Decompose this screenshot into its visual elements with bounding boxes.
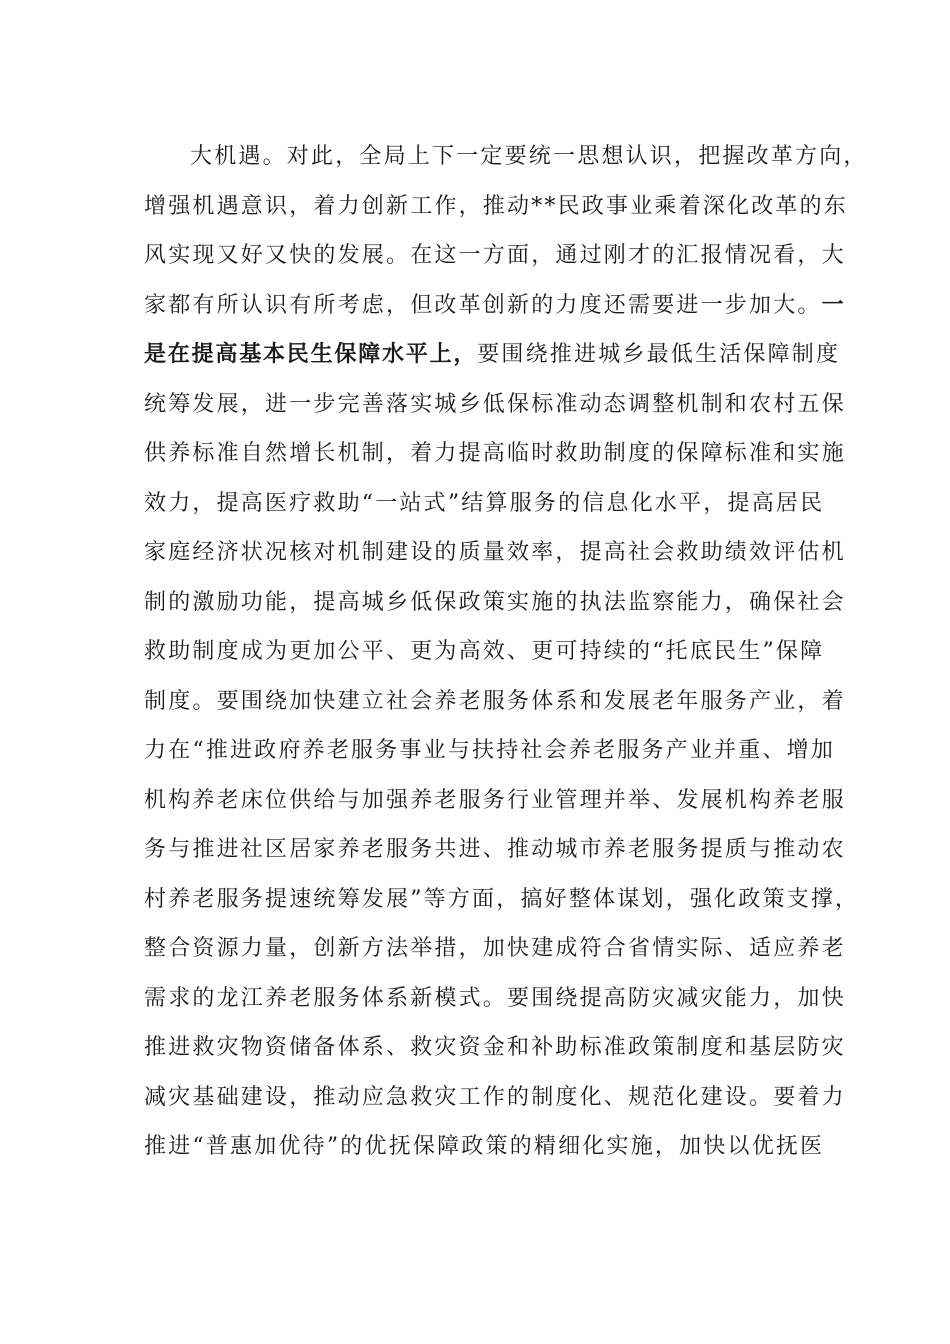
paragraph-line-2: 增强机遇意识，着力创新工作，推动**民政事业乘着深化改革的东 [144, 193, 849, 219]
paragraph-line-8: 效力，提高医疗救助“一站式”结算服务的信息化水平，提高居民 [144, 490, 825, 516]
paragraph-line-7: 供养标准自然增长机制，着力提高临时救助制度的保障标准和实施 [144, 441, 846, 466]
paragraph-line-14: 机构养老床位供给与加强养老服务行业管理并举、发展机构养老服 [144, 787, 846, 813]
paragraph-line-12: 制度。要围绕加快建立社会养老服务体系和发展老年服务产业，着 [144, 688, 846, 714]
paragraph-line-21: 推进“普惠加优待”的优抚保障政策的精细化实施，加快以优抚医 [144, 1134, 825, 1159]
paragraph-line-5 [144, 330, 841, 380]
paragraph-line-18: 需求的龙江养老服务体系新模式。要围绕提高防灾减灾能力，加快 [144, 985, 846, 1011]
paragraph-line-19: 推进救灾物资储备体系、救灾资金和补助标准政策制度和基层防灾 [144, 1035, 846, 1060]
bold-heading-continued: 是在提高基本民生保障水平上， [144, 342, 478, 367]
paragraph-line-6: 统筹发展，进一步完善落实城乡低保标准动态调整机制和农村五保 [144, 391, 846, 417]
paragraph-line-1: 大机遇。对此，全局上下一定要统一思想认识，把握改革方向， [190, 144, 868, 169]
paragraph-line-10: 制的激励功能，提高城乡低保政策实施的执法监察能力，确保社会 [144, 589, 846, 615]
paragraph-line-3: 风实现又好又快的发展。在这一方面，通过刚才的汇报情况看，大 [144, 243, 846, 268]
paragraph-line-15: 务与推进社区居家养老服务共进、推动城市养老服务提质与推动农 [144, 837, 846, 862]
paragraph-line-13: 力在“推进政府养老服务事业与扶持社会养老服务产业并重、增加 [144, 738, 836, 763]
paragraph-line-11: 救助制度成为更加公平、更为高效、更可持续的“托底民生”保障 [144, 639, 825, 664]
document-body [144, 132, 868, 1172]
paragraph-line-16: 村养老服务提速统筹发展”等方面，搞好整体谋划，强化政策支撑， [144, 886, 860, 912]
bold-heading-start: 一 [821, 292, 846, 318]
paragraph-line-20: 减灾基础建设，推动应急救灾工作的制度化、规范化建设。要着力 [144, 1084, 846, 1110]
line-5-text: 要围绕推进城乡最低生活保障制度 [477, 342, 841, 367]
line-4-text: 家都有所认识有所考虑，但改革创新的力度还需要进一步加大。 [144, 292, 822, 318]
paragraph-line-4 [144, 281, 846, 331]
paragraph-line-9: 家庭经济状况核对机制建设的质量效率，提高社会救助绩效评估机 [144, 540, 846, 565]
paragraph-line-17: 整合资源力量，创新方法举措，加快建成符合省情实际、适应养老 [144, 936, 846, 961]
